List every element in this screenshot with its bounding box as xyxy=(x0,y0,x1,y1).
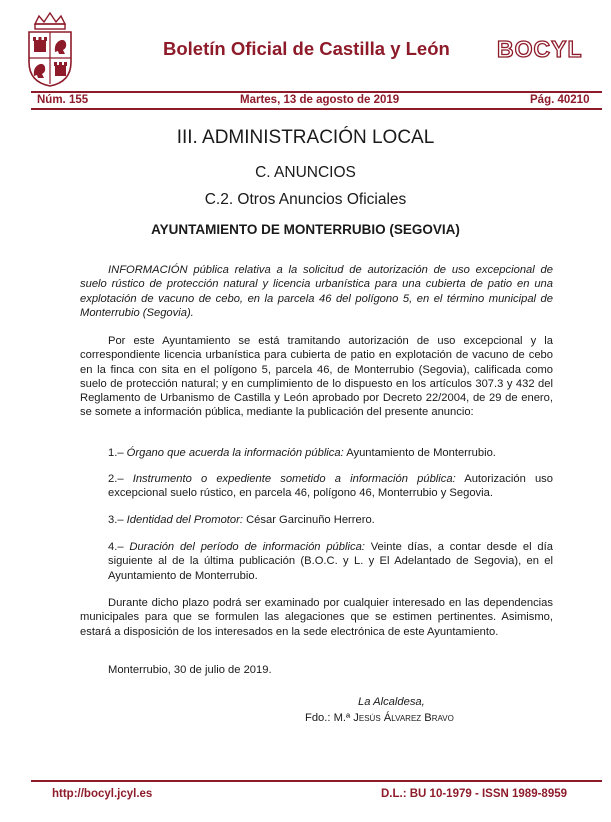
entity-heading: AYUNTAMIENTO DE MONTERRUBIO (SEGOVIA) xyxy=(151,222,460,237)
item-number: 3.– xyxy=(108,514,124,526)
header-rule xyxy=(31,91,602,93)
castilla-leon-coat-of-arms-icon xyxy=(25,10,75,88)
page-number: Pág. 40210 xyxy=(530,94,590,106)
signer-role: La Alcaldesa, xyxy=(358,696,425,708)
footer-rule xyxy=(31,780,602,782)
bulletin-title: Boletín Oficial de Castilla y León xyxy=(163,38,450,59)
list-item xyxy=(108,513,553,527)
list-item xyxy=(108,446,553,460)
footer-legal: D.L.: BU 10-1979 - ISSN 1989-8959 xyxy=(381,788,568,800)
signer-name: Jesús Álvarez Bravo xyxy=(353,712,454,724)
section-heading: III. ADMINISTRACIÓN LOCAL xyxy=(176,127,435,148)
item-number: 2.– xyxy=(108,473,124,485)
intro-paragraph: INFORMACIÓN pública relativa a la solicitud de autorización de uso excepcional de suelo rústico de protección natural y licencia urbanística para una cubierta de patio en una explotación de vacuno de cebo, en la parcela 46 del polígono 5, en el término municipal de Monterrubio (Segovia). xyxy=(80,264,553,319)
item-term: Duración del período de información pública: xyxy=(129,541,365,553)
body-paragraph: Por este Ayuntamiento se está tramitando autorización de uso excepcional y la correspondiente licencia urbanística para cubierta de patio en explotación de vacuno de cebo en la finca con sita en el polígono 5, parcela 46, de Monterrubio (Segovia), calificada como suelo de protección natural; y en cumplimiento de lo dispuesto en los artículos 307.3 y 432 del Reglamento de Urbanismo de Castilla y León aprobado por Decreto 22/2004, de 29 de enero, se somete a información pública, mediante la publicación del presente anuncio: xyxy=(80,335,553,419)
list-item xyxy=(108,540,553,583)
list-item xyxy=(108,472,553,501)
footer-url-link[interactable]: http://bocyl.jcyl.es xyxy=(52,788,153,800)
item-term: Instrumento o expediente sometido a información pública: xyxy=(132,473,456,485)
issue-date: Martes, 13 de agosto de 2019 xyxy=(240,94,400,106)
signer-prefix: Fdo.: M.ª xyxy=(305,712,354,724)
item-text: Veinte días, a contar desde el día siguiente al de la última publicación (B.O.C. y L. y El Adelantado de Segovia), en el Ayuntamiento de Monterrubio. xyxy=(108,541,553,582)
item-text: Autorización uso excepcional suelo rústico, en parcela 46, polígono 46, Monterrubio y Segovia. xyxy=(108,473,553,500)
item-text: César Garcinuño Herrero. xyxy=(242,514,375,526)
subsection-heading: C. ANUNCIOS xyxy=(255,164,356,181)
closing-paragraph: Durante dicho plazo podrá ser examinado por cualquier interesado en las dependencias municipales para que se formulen las alegaciones que se estimen pertinentes. Asimismo, estará a disposición de los interesados en la sede electrónica de este Ayuntamiento. xyxy=(80,597,553,638)
signer-line xyxy=(305,712,454,724)
item-text: Ayuntamiento de Monterrubio. xyxy=(343,447,496,459)
item-term: Órgano que acuerda la información pública: xyxy=(126,447,344,459)
item-term: Identidad del Promotor: xyxy=(126,514,243,526)
place-date: Monterrubio, 30 de julio de 2019. xyxy=(108,664,272,676)
header-rule-bottom xyxy=(31,108,602,110)
subsubsection-heading: C.2. Otros Anuncios Oficiales xyxy=(204,191,407,208)
bocyl-logo: BOCYL xyxy=(497,36,583,62)
item-number: 4.– xyxy=(108,541,124,553)
issue-number: Núm. 155 xyxy=(37,94,89,106)
item-number: 1.– xyxy=(108,447,124,459)
